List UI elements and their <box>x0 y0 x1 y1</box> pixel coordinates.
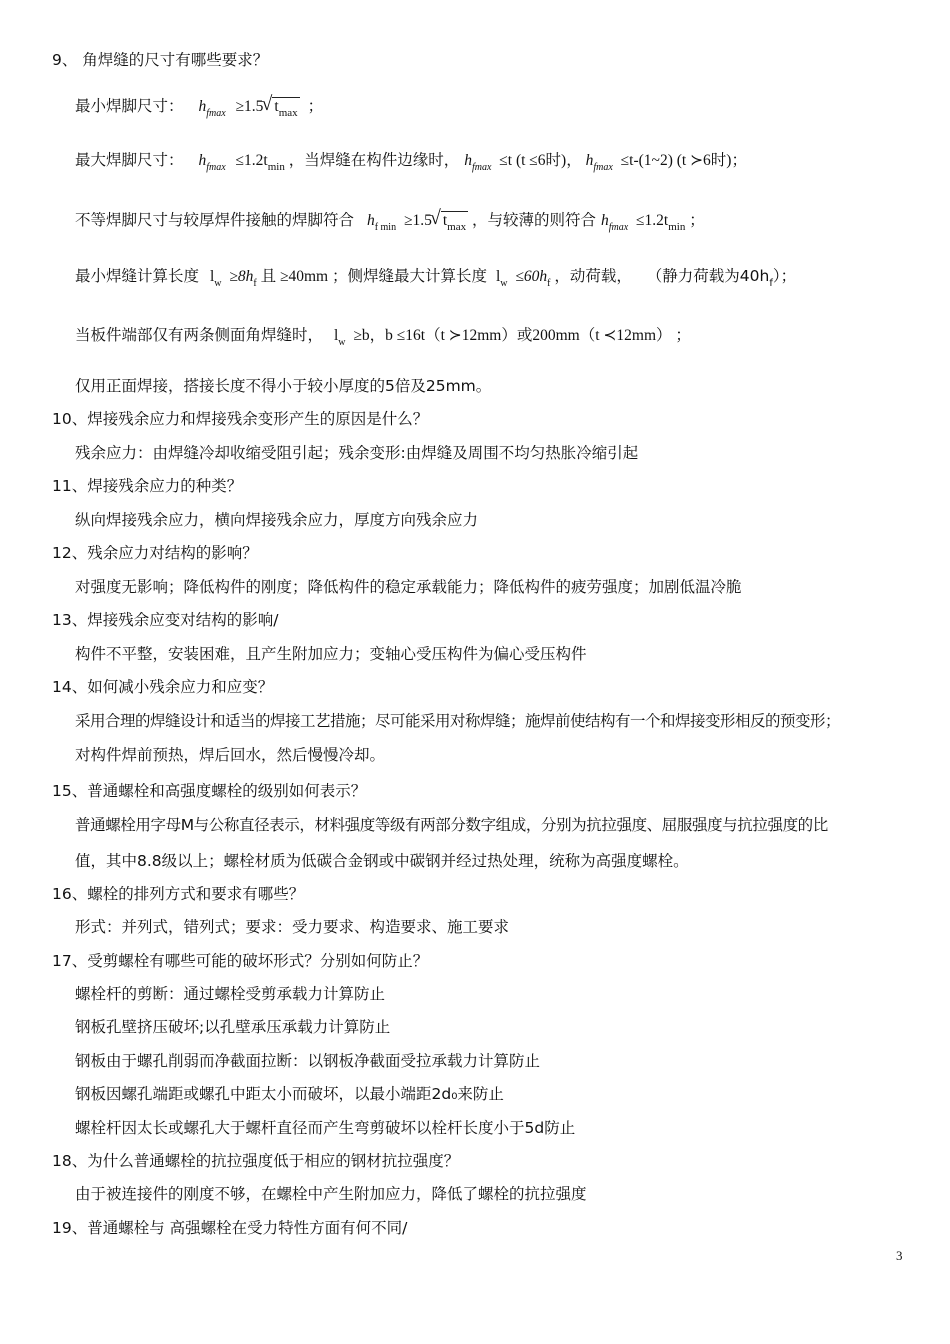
question-15: 15、普通螺栓和高强度螺栓的级别如何表示？ <box>52 782 367 800</box>
question-16: 16、螺栓的排列方式和要求有哪些？ <box>52 885 305 903</box>
min-foot-formula: $h_{fmax} \ge 1.5√$ $t_{max}$ ； <box>198 98 323 115</box>
min-len-formula: $l_w \ge 8h_f$ 且 ≥40mm <box>209 268 329 289</box>
static-load: （静力荷载为40h <box>646 267 770 285</box>
max-foot-formula-2: $h_{fmax} \le t$ (t ≤6时)， $h_{fmax}$ ≤t-(1~2) (t ≻6时)； <box>464 152 747 173</box>
question-9: 9、 角焊缝的尺寸有哪些要求？ <box>52 51 269 69</box>
unequal-label: 不等焊脚尺寸与较厚焊件接触的焊脚符合 <box>75 211 355 229</box>
question-19: 19、普通螺栓与 高强螺栓在受力特性方面有何不同/ <box>52 1219 408 1237</box>
max-foot-label: 最大焊脚尺寸： <box>75 151 184 169</box>
answer-17-item-4: 钢板因螺孔端距或螺孔中距太小而破坏，以最小端距2d₀来防止 <box>75 1085 504 1103</box>
question-10: 10、焊接残余应力和焊接残余变形产生的原因是什么？ <box>52 410 429 428</box>
unequal-mid: ，与较薄的则符合 <box>472 211 597 229</box>
answer-17-item-2: 钢板孔壁挤压破坏;以孔壁承压承载力计算防止 <box>75 1018 391 1036</box>
answer-13: 构件不平整，安装困难，且产生附加应力；变轴心受压构件为偏心受压构件 <box>75 645 587 663</box>
question-13: 13、焊接残余应变对结构的影响/ <box>52 611 279 629</box>
answer-14-line-1: 采用合理的焊缝设计和适当的焊接工艺措施；尽可能采用对称焊缝；施焊前使结构有一个和焊接变形相反的预变形； <box>75 712 841 730</box>
question-14: 14、如何减小残余应力和应变？ <box>52 678 274 696</box>
side-max-formula: $l_w \le 60h_f$ <box>495 268 551 289</box>
answer-12: 对强度无影响；降低构件的刚度；降低构件的稳定承载能力；降低构件的疲劳强度；加剧低温冷脆 <box>75 578 742 596</box>
end-plate-formula: $l_w \ge b$，b ≤16t（t ≻12mm）或200mm（t ≺12mm） <box>333 327 672 348</box>
end-plate-line: 当板件端部仅有两条侧面角焊缝时， $l_w \ge b$，b ≤16t（t ≻12mm）或200mm（t ≺12mm） ； <box>75 326 691 348</box>
answer-17-item-3: 钢板由于螺孔削弱而净截面拉断：以钢板净截面受拉承载力计算防止 <box>75 1052 541 1070</box>
question-11: 11、焊接残余应力的种类？ <box>52 477 243 495</box>
page-number: 3 <box>896 1248 903 1263</box>
dynamic-load: ，动荷载， <box>554 267 632 285</box>
end-plate-label: 当板件端部仅有两条侧面角焊缝时， <box>75 326 324 344</box>
answer-15-line-1: 普通螺栓用字母M与公称直径表示，材料强度等级有两部分数字组成，分别为抗拉强度、屈服强度与抗拉强度的比 <box>75 816 828 834</box>
min-len-label: 最小焊缝计算长度 <box>75 267 200 285</box>
side-max-label: ；侧焊缝最大计算长度 <box>331 267 487 285</box>
answer-17-item-1: 螺栓杆的剪断：通过螺栓受剪承载力计算防止 <box>75 985 386 1003</box>
max-foot-size-line <box>75 150 747 178</box>
unequal-foot-line <box>75 210 705 238</box>
question-18: 18、为什么普通螺栓的抗拉强度低于相应的钢材抗拉强度？ <box>52 1152 460 1170</box>
answer-16: 形式：并列式，错列式；要求：受力要求、构造要求、施工要求 <box>75 918 510 936</box>
min-foot-size-line <box>75 96 323 124</box>
max-foot-formula-1: $h_{fmax} \le 1.2t_{min}$ <box>198 152 285 173</box>
answer-11: 纵向焊接残余应力，横向焊接残余应力，厚度方向残余应力 <box>75 511 479 529</box>
answer-15-line-2: 值，其中8.8级以上；螺栓材质为低碳合金钢或中碳钢并经过热处理，统称为高强度螺栓。 <box>75 852 689 870</box>
min-foot-label: 最小焊脚尺寸： <box>75 97 184 115</box>
max-foot-mid: ，当焊缝在构件边缘时， <box>288 151 460 169</box>
answer-18: 由于被连接件的刚度不够，在螺栓中产生附加应力，降低了螺栓的抗拉强度 <box>75 1185 587 1203</box>
front-only-line: 仅用正面焊接，搭接长度不得小于较小厚度的5倍及25mm。 <box>75 377 492 395</box>
unequal-formula-2: $h_{fmax} \le 1.2t_{min}$ ； <box>600 212 705 233</box>
unequal-formula-1: $h_{f min} \ge 1.5√$ $t_{max}$ <box>367 212 472 229</box>
question-12: 12、残余应力对结构的影响？ <box>52 544 258 562</box>
answer-10: 残余应力：由焊缝冷却收缩受阻引起；残余变形:由焊缝及周围不均匀热胀冷缩引起 <box>75 444 639 462</box>
question-17: 17、受剪螺栓有哪些可能的破坏形式？分别如何防止？ <box>52 952 429 970</box>
answer-17-item-5: 螺栓杆因太长或螺孔大于螺杆直径而产生弯剪破坏以栓杆长度小于5d防止 <box>75 1119 576 1137</box>
answer-14-line-2: 对构件焊前预热，焊后回水，然后慢慢冷却。 <box>75 746 386 764</box>
min-weld-length-line: 最小焊缝计算长度 $l_w \ge 8h_f$ 且 ≥40mm ；侧焊缝最大计算长度 $l_w \le 60h_f$ ，动荷载， （静力荷载为$40h_f$）； <box>75 267 797 289</box>
